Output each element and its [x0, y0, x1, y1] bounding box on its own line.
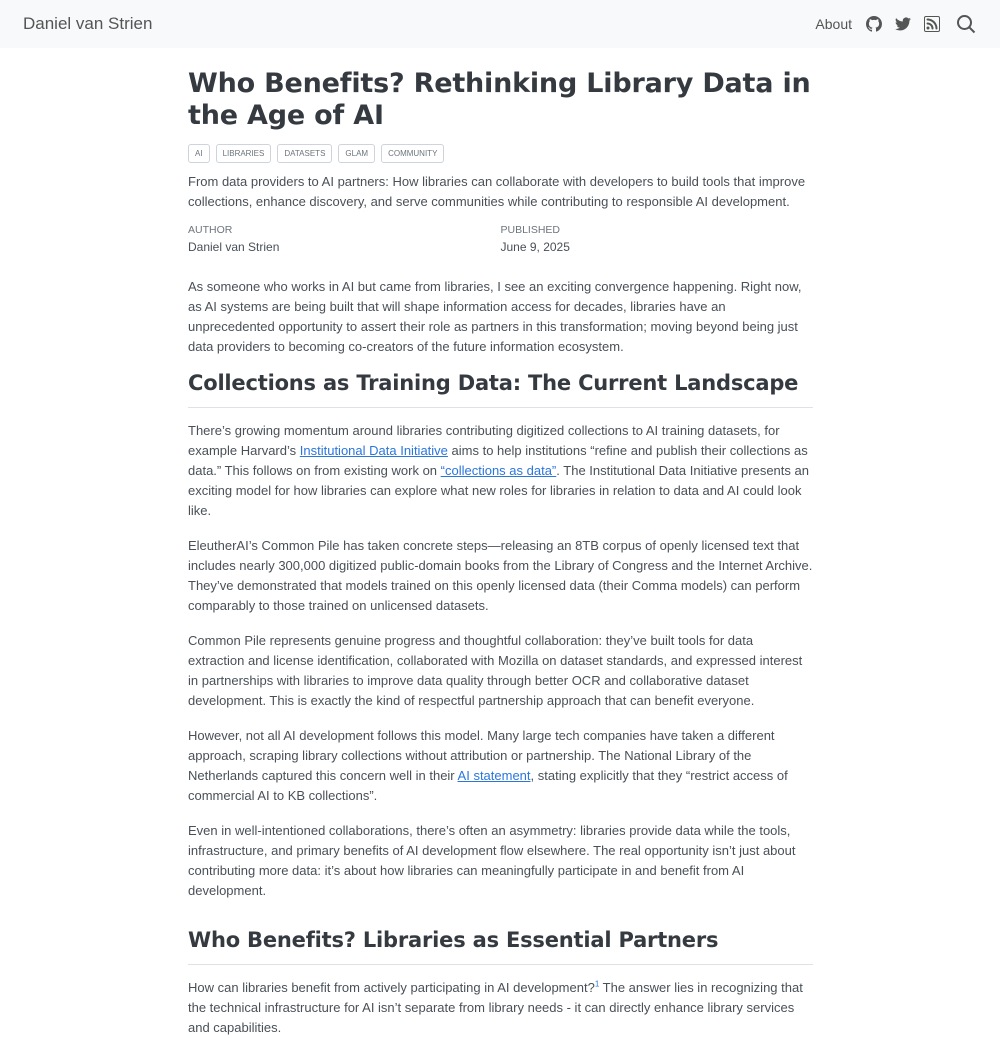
text-span: The answer lies in recognizing that the technical infrastructure for AI isn’t separate from library needs - it can directly enhance library services and capabilities. — [188, 980, 803, 1035]
text-span: There’s growing momentum around libraries contributing digitized collections to AI training datasets, for example Harvard’s — [188, 423, 780, 458]
rss-icon[interactable] — [924, 16, 940, 32]
post-tags — [188, 144, 813, 163]
tag-libraries[interactable]: LIBRARIES — [216, 144, 272, 163]
post-header — [188, 68, 813, 256]
paragraph-kb-statement — [188, 726, 813, 806]
text-span: , stating explicitly that they “restrict access of commercial AI to KB collections”. — [188, 768, 788, 803]
collections-as-data-link[interactable]: “collections as data” — [440, 463, 557, 478]
paragraph-participation — [188, 978, 813, 1038]
search-icon[interactable] — [956, 14, 976, 34]
paragraph-harvard — [188, 421, 813, 521]
published-date: June 9, 2025 — [500, 240, 570, 254]
paragraph-collaboration: Common Pile represents genuine progress and thoughtful collaboration: they’ve built tools for data extraction and license identification, collaborated with Mozilla on dataset standards, and expressed interest in partnerships with libraries to improve data quality through better OCR and collaborative dataset development. This is exactly the kind of respectful partnership approach that can benefit everyone. — [188, 633, 803, 708]
intro-paragraph: As someone who works in AI but came from libraries, I see an exciting convergence happening. Right now, as AI systems are being built that will shape information access for decades, libraries have an unprecedented opportunity to assert their role as partners in this transformation; moving beyond being just data providers to becoming co-creators of the future information ecosystem. — [188, 279, 802, 354]
text-span: aims to help institutions “refine and publish their collections as data.” This follows on from existing work on — [188, 443, 808, 478]
text-span: . The Institutional Data Initiative presents an exciting model for how libraries can explore what new roles for libraries in relation to data and AI could look like. — [188, 463, 809, 518]
ai-statement-link[interactable]: AI statement — [457, 768, 531, 783]
paragraph-asymmetry: Even in well-intentioned collaborations, there’s often an asymmetry: libraries provide data while the tools, infrastructure, and primary benefits of AI development flow elsewhere. The real opportunity isn’t just about contributing more data: it’s about how libraries can meaningfully participate in and benefit from AI development. — [188, 823, 796, 898]
post-meta — [188, 223, 813, 256]
post-title: Who Benefits? Rethinking Library Data in the Age of AI — [188, 68, 811, 131]
post-description: From data providers to AI partners: How libraries can collaborate with developers to build tools that improve collections, enhance discovery, and serve communities while contributing to responsible AI development. — [188, 174, 806, 209]
footnote-ref[interactable]: 1 — [594, 979, 600, 989]
text-span: How can libraries benefit from actively participating in AI development? — [188, 980, 595, 995]
tag-glam[interactable]: GLAM — [338, 144, 375, 163]
author-heading: AUTHOR — [188, 224, 233, 236]
site-brand-link[interactable]: Daniel van Strien — [23, 14, 153, 33]
published-heading: PUBLISHED — [500, 224, 561, 236]
tag-datasets[interactable]: DATASETS — [277, 144, 332, 163]
text-span: However, not all AI development follows this model. Many large tech companies have taken a different approach, scraping library collections without attribution or partnership. The National Library of the Netherlands captured this concern well in their — [188, 728, 775, 783]
section-heading-who-benefits: Who Benefits? Libraries as Essential Partners — [188, 926, 813, 965]
section-heading-collections: Collections as Training Data: The Current Landscape — [188, 369, 813, 408]
github-icon[interactable] — [866, 16, 882, 32]
institutional-data-initiative-link[interactable]: Institutional Data Initiative — [299, 443, 448, 458]
tag-ai[interactable]: AI — [188, 144, 210, 163]
article-content — [188, 68, 813, 1038]
published-block — [501, 223, 814, 256]
author-name: Daniel van Strien — [188, 240, 280, 254]
top-navbar — [0, 0, 1000, 48]
paragraph-common-pile: EleutherAI’s Common Pile has taken concrete steps—releasing an 8TB corpus of openly licensed text that includes nearly 300,000 digitized public-domain books from the Library of Congress and the Internet Archive. They’ve demonstrated that models trained on this openly licensed data (their Comma models) can perform comparably to those trained on unlicensed datasets. — [188, 538, 813, 613]
author-block — [188, 223, 501, 256]
twitter-icon[interactable] — [895, 16, 911, 32]
nav-right-group — [815, 14, 976, 34]
nav-about-link[interactable]: About — [815, 16, 852, 32]
tag-community[interactable]: COMMUNITY — [381, 144, 444, 163]
